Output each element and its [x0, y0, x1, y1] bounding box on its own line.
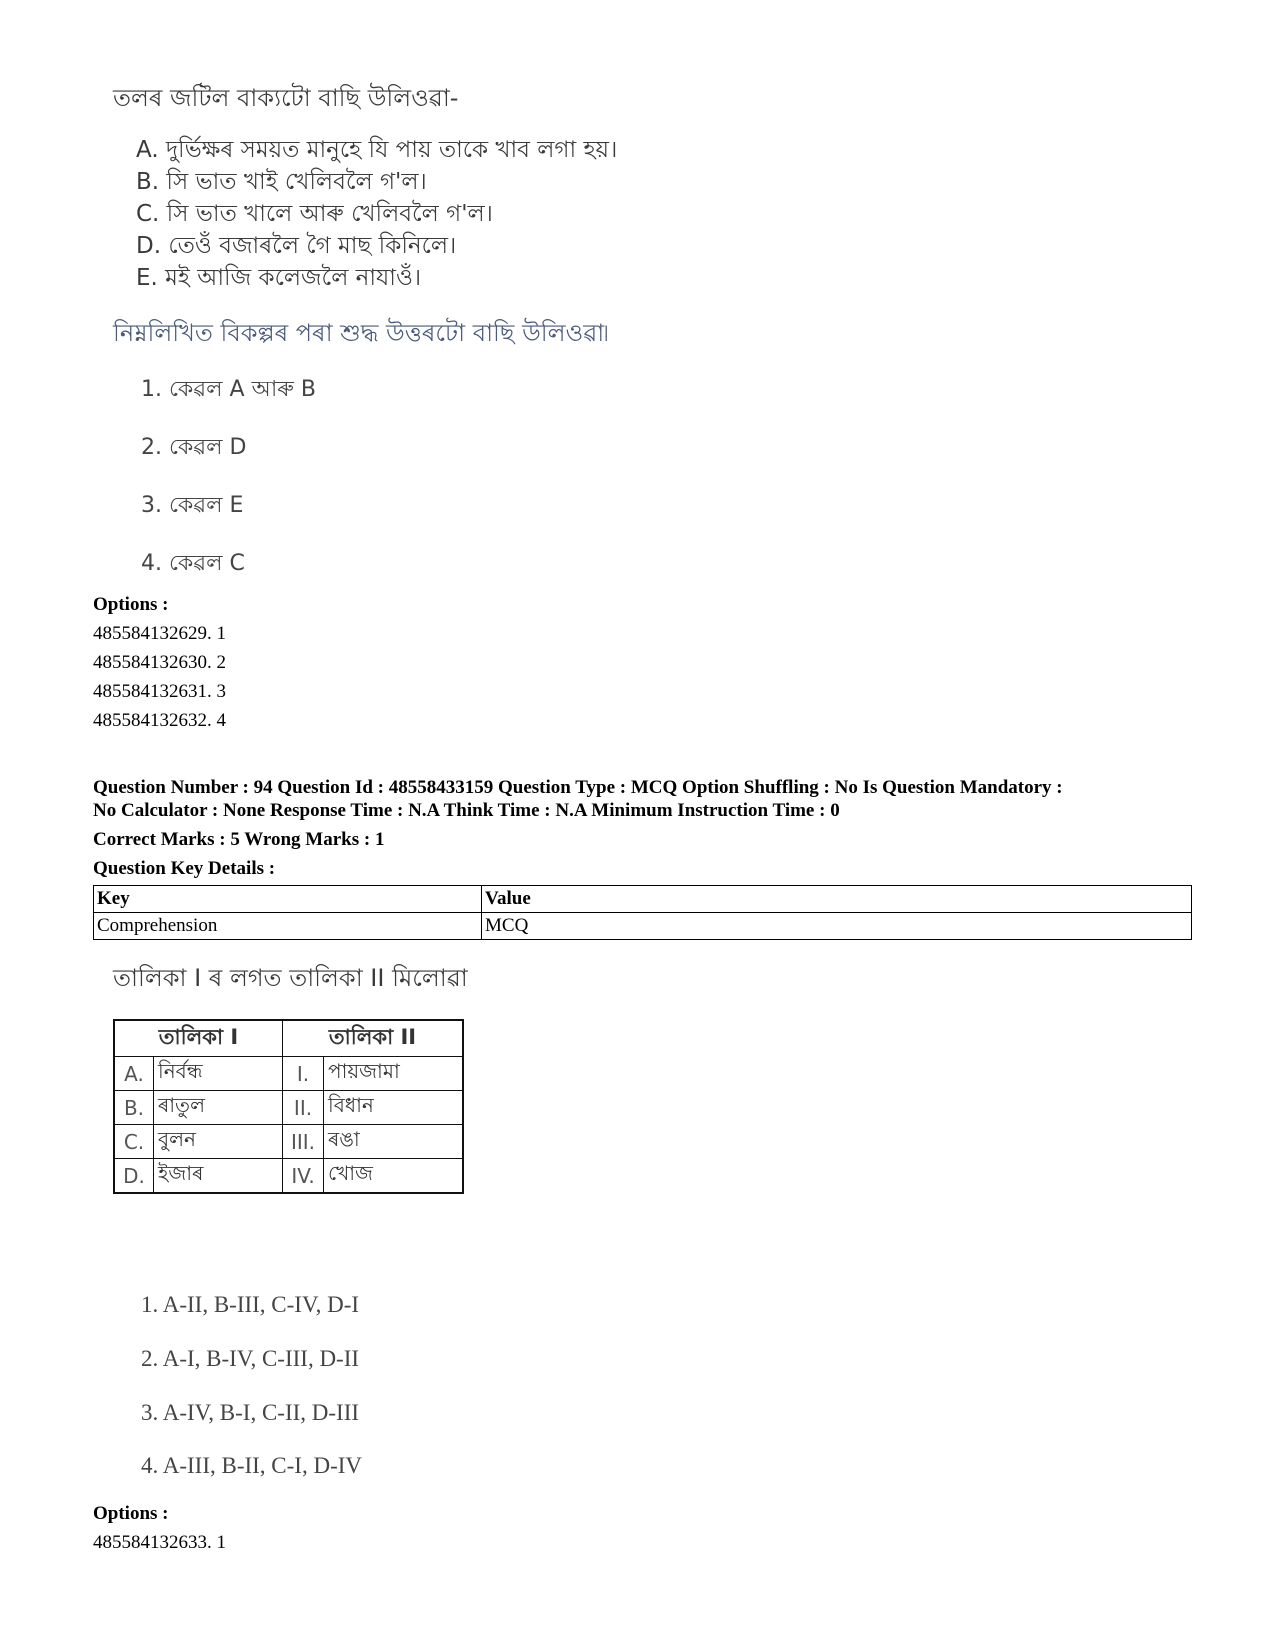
- table-cell-key: Comprehension: [94, 913, 482, 940]
- choice-4: 4. কেৱল C: [141, 551, 245, 576]
- table-row: [114, 1159, 463, 1194]
- option-id-2: 485584132630. 2: [93, 652, 226, 673]
- statement-c: C. সি ভাত খালে আৰু খেলিবলৈ গ'ল।: [136, 201, 493, 227]
- option-id-4: 485584132632. 4: [93, 710, 226, 731]
- table-row: [114, 1057, 463, 1091]
- options-label: Options :: [93, 1503, 169, 1524]
- row-term: ৰাতুল: [154, 1091, 283, 1125]
- row-meaning: ৰঙা: [324, 1125, 464, 1159]
- choice-2: 2. কেৱল D: [141, 435, 247, 460]
- question-stem: তালিকা I ৰ লগত তালিকা II মিলোৱা: [113, 964, 468, 992]
- choice-4: 4. A-III, B-II, C-I, D-IV: [141, 1453, 362, 1478]
- row-term: বুলন: [154, 1125, 283, 1159]
- table-header-row: [94, 886, 1192, 913]
- option-id-3: 485584132631. 3: [93, 681, 226, 702]
- question-meta-line-2: No Calculator : None Response Time : N.A Think Time : N.A Minimum Instruction Time : 0: [93, 800, 840, 821]
- row-letter: B.: [114, 1091, 154, 1125]
- row-letter: A.: [114, 1057, 154, 1091]
- row-letter: D.: [114, 1159, 154, 1194]
- statement-a: A. দুৰ্ভিক্ষৰ সময়ত মানুহে যি পায় তাকে খাব লগা হয়।: [136, 137, 618, 163]
- row-letter: C.: [114, 1125, 154, 1159]
- question-instruction: নিম্নলিখিত বিকল্পৰ পৰা শুদ্ধ উত্তৰটো বাছি উলিওৱা৷: [113, 319, 609, 347]
- statement-b: B. সি ভাত খাই খেলিবলৈ গ'ল।: [136, 169, 427, 195]
- option-id-1: 485584132633. 1: [93, 1532, 226, 1553]
- match-header-list-2: তালিকা II: [283, 1020, 464, 1057]
- choice-1: 1. কেৱল A আৰু B: [141, 377, 316, 402]
- question-marks: Correct Marks : 5 Wrong Marks : 1: [93, 829, 385, 850]
- match-table: [113, 1019, 464, 1194]
- row-numeral: III.: [283, 1125, 324, 1159]
- row-term: নিৰ্বন্ধ: [154, 1057, 283, 1091]
- option-id-1: 485584132629. 1: [93, 623, 226, 644]
- choice-1: 1. A-II, B-III, C-IV, D-I: [141, 1292, 360, 1317]
- statement-d: D. তেওঁ বজাৰলৈ গৈ মাছ কিনিলে।: [136, 233, 457, 259]
- key-details-label: Question Key Details :: [93, 858, 276, 879]
- statement-e: E. মই আজি কলেজলৈ নাযাওঁ।: [136, 265, 422, 291]
- table-row: [114, 1125, 463, 1159]
- choice-3: 3. A-IV, B-I, C-II, D-III: [141, 1400, 360, 1425]
- row-meaning: খোজ: [324, 1159, 464, 1194]
- table-row: [94, 913, 1192, 940]
- match-table-header: [114, 1020, 463, 1057]
- question-stem: তলৰ জটিল বাক্যটো বাছি উলিওৱা-: [113, 84, 459, 112]
- table-cell-value: MCQ: [482, 913, 1192, 940]
- options-label: Options :: [93, 594, 169, 615]
- table-row: [114, 1091, 463, 1125]
- match-header-list-1: তালিকা I: [114, 1020, 283, 1057]
- row-meaning: বিধান: [324, 1091, 464, 1125]
- table-header-value: Value: [482, 886, 1192, 913]
- table-header-key: Key: [94, 886, 482, 913]
- question-meta-line-1: Question Number : 94 Question Id : 48558433159 Question Type : MCQ Option Shuffling : No Is Question Mandatory :: [93, 777, 1063, 798]
- choice-2: 2. A-I, B-IV, C-III, D-II: [141, 1346, 360, 1371]
- choice-3: 3. কেৱল E: [141, 493, 244, 518]
- row-numeral: II.: [283, 1091, 324, 1125]
- row-numeral: IV.: [283, 1159, 324, 1194]
- row-meaning: পায়জামা: [324, 1057, 464, 1091]
- row-term: ইজাৰ: [154, 1159, 283, 1194]
- key-details-table: [93, 885, 1192, 940]
- row-numeral: I.: [283, 1057, 324, 1091]
